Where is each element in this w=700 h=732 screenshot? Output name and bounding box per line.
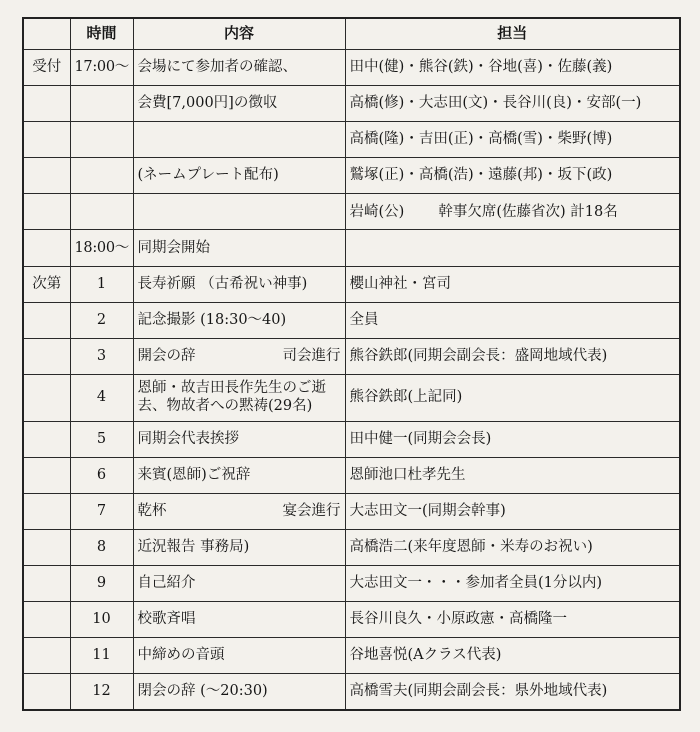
person-cell: 田中健一(同期会会長): [345, 421, 680, 457]
section-cell: [23, 493, 70, 529]
section-cell: [23, 158, 70, 194]
section-cell: [23, 421, 70, 457]
section-label-program: 次第: [23, 266, 70, 302]
person-cell: 熊谷鉄郎(同期会副会長：盛岡地域代表): [345, 338, 680, 374]
content-cell: 長寿祈願 （古希祝い神事): [133, 266, 345, 302]
item-number: 12: [70, 674, 133, 710]
person-cell: 大志田文一(同期会幹事): [345, 493, 680, 529]
section-cell: [23, 302, 70, 338]
table-row: [23, 421, 680, 457]
item-number: 8: [70, 529, 133, 565]
time-cell: [70, 194, 133, 230]
item-number: 4: [70, 374, 133, 421]
table-row: [23, 601, 680, 637]
item-number: 3: [70, 338, 133, 374]
person-cell: 櫻山神社・宮司: [345, 266, 680, 302]
role-text: 司会進行: [282, 347, 341, 364]
section-cell: [23, 338, 70, 374]
person-cell: 高橋雪夫(同期会副会長：県外地域代表): [345, 674, 680, 710]
person-cell: 熊谷鉄郎(上記同): [345, 374, 680, 421]
table-row: [23, 302, 680, 338]
table-row: [23, 158, 680, 194]
table-row: [23, 529, 680, 565]
section-cell: [23, 674, 70, 710]
person-cell: 高橋(隆)・吉田(正)・高橋(雪)・柴野(博): [345, 122, 680, 158]
person-name: 岩崎(公): [349, 203, 405, 220]
item-number: 6: [70, 457, 133, 493]
table-row: [23, 122, 680, 158]
person-cell: 大志田文一・・・参加者全員(1分以内): [345, 565, 680, 601]
table-row: [23, 457, 680, 493]
person-cell: [345, 194, 680, 230]
time-cell: [70, 86, 133, 122]
content-cell: 会費[7,000円]の徴収: [133, 86, 345, 122]
content-cell: 閉会の辞 (～20:30): [133, 674, 345, 710]
item-number: 7: [70, 493, 133, 529]
item-number: 2: [70, 302, 133, 338]
table-row: [23, 493, 680, 529]
table-row: [23, 374, 680, 421]
table-row: [23, 194, 680, 230]
table-row: [23, 638, 680, 674]
content-cell: 中締めの音頭: [133, 638, 345, 674]
person-cell: 高橋浩二(来年度恩師・米寿のお祝い): [345, 529, 680, 565]
content-cell: 自己紹介: [133, 565, 345, 601]
content-cell: [133, 194, 345, 230]
content-cell: [133, 338, 345, 374]
time-cell: 18:00～: [70, 230, 133, 266]
item-number: 9: [70, 565, 133, 601]
section-cell: [23, 601, 70, 637]
content-header: 内容: [133, 18, 345, 50]
time-cell: 17:00～: [70, 50, 133, 86]
person-header: 担当: [345, 18, 680, 50]
section-cell: [23, 457, 70, 493]
content-cell: 恩師・故吉田長作先生のご逝去、物故者への黙祷(29名): [133, 374, 345, 421]
section-cell: [23, 374, 70, 421]
item-number: 5: [70, 421, 133, 457]
item-number: 11: [70, 638, 133, 674]
schedule-table: [22, 17, 681, 711]
section-cell: [23, 122, 70, 158]
content-text: 乾杯: [137, 502, 167, 519]
content-cell: [133, 493, 345, 529]
table-row: [23, 266, 680, 302]
person-cell: 恩師池口杜孝先生: [345, 457, 680, 493]
role-text: 宴会進行: [282, 502, 341, 519]
person-cell: 田中(健)・熊谷(鉄)・谷地(喜)・佐藤(義): [345, 50, 680, 86]
section-header: [23, 18, 70, 50]
content-cell: (ネームプレート配布): [133, 158, 345, 194]
content-cell: 近況報告 事務局): [133, 529, 345, 565]
header-row: [23, 18, 680, 50]
content-cell: 来賓(恩師)ご祝辞: [133, 457, 345, 493]
total-count: 計18名: [570, 203, 618, 220]
time-cell: [70, 158, 133, 194]
content-cell: 記念撮影 (18:30～40): [133, 302, 345, 338]
time-cell: [70, 122, 133, 158]
absent-note: 幹事欠席(佐藤省次): [438, 203, 566, 220]
section-label-reception: 受付: [23, 50, 70, 86]
table-row: [23, 338, 680, 374]
content-cell: 同期会開始: [133, 230, 345, 266]
section-cell: [23, 86, 70, 122]
content-cell: 校歌斉唱: [133, 601, 345, 637]
content-text: 開会の辞: [137, 347, 196, 364]
content-cell: [133, 122, 345, 158]
person-cell: 鷲塚(正)・高橋(浩)・遠藤(邦)・坂下(政): [345, 158, 680, 194]
section-cell: [23, 638, 70, 674]
item-number: 10: [70, 601, 133, 637]
table-row: [23, 50, 680, 86]
content-cell: 同期会代表挨拶: [133, 421, 345, 457]
time-header: 時間: [70, 18, 133, 50]
content-cell: 会場にて参加者の確認、: [133, 50, 345, 86]
person-cell: [345, 230, 680, 266]
person-cell: 谷地喜悦(Aクラス代表): [345, 638, 680, 674]
item-number: 1: [70, 266, 133, 302]
person-cell: 全員: [345, 302, 680, 338]
table-row: [23, 674, 680, 710]
table-row: [23, 86, 680, 122]
person-cell: 長谷川良久・小原政憲・高橋隆一: [345, 601, 680, 637]
table-row: [23, 565, 680, 601]
section-cell: [23, 565, 70, 601]
section-cell: [23, 194, 70, 230]
table-row: [23, 230, 680, 266]
section-cell: [23, 230, 70, 266]
person-cell: 高橋(修)・大志田(文)・長谷川(良)・安部(一): [345, 86, 680, 122]
section-cell: [23, 529, 70, 565]
